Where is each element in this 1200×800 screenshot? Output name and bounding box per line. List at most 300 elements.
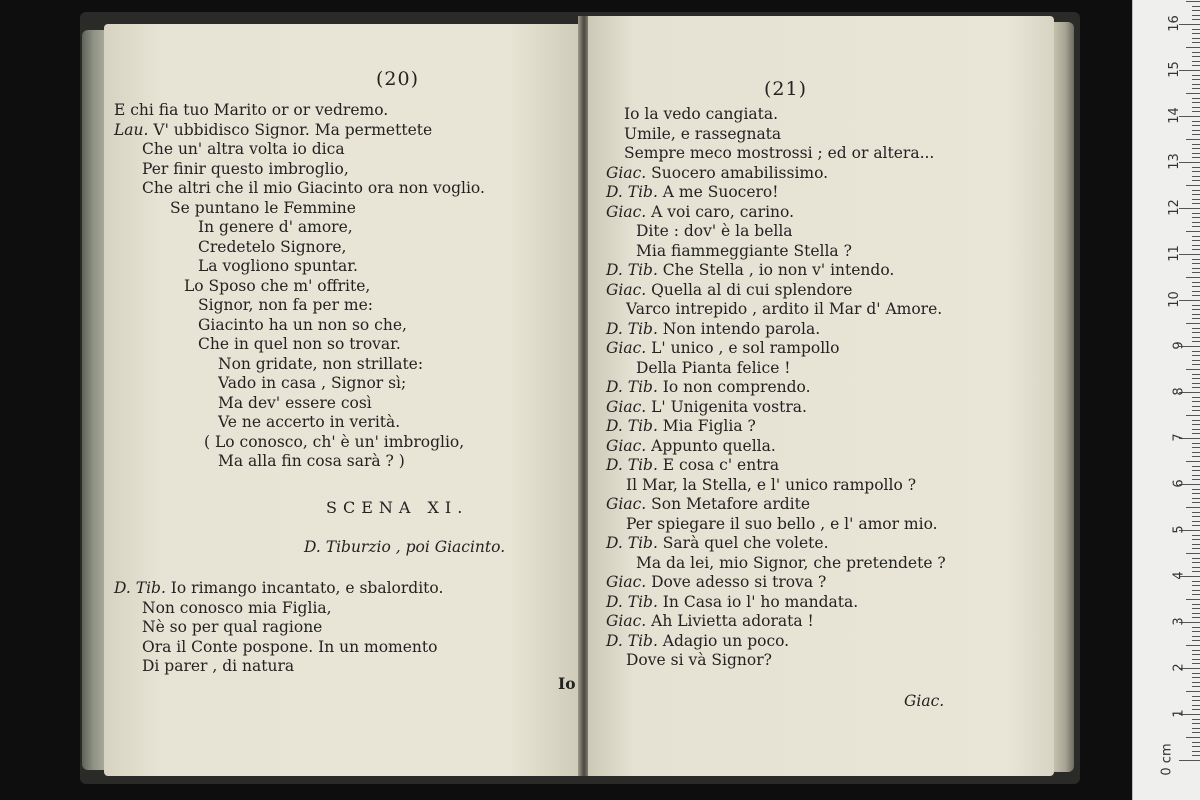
ruler-tick [1192, 153, 1200, 154]
ruler-number: 13 [1167, 153, 1183, 170]
text-line [606, 280, 852, 300]
ruler-number: 3 [1171, 617, 1187, 626]
ruler-tick [1192, 88, 1200, 89]
line-text: Che altri che il mio Giacinto ora non voglio. [142, 179, 485, 197]
line-text: Nè so per qual ragione [142, 618, 323, 636]
ruler-unit-label: 0 cm [1159, 743, 1175, 776]
line-text: Il Mar, la Stella, e l' unico rampollo ? [626, 475, 917, 494]
ruler-tick [1192, 663, 1200, 664]
ruler-tick [1186, 461, 1200, 462]
speaker-label: D. Tib. [606, 456, 658, 474]
text-line [198, 315, 407, 335]
ruler-tick [1192, 295, 1200, 296]
ruler-tick [1192, 341, 1200, 342]
ruler-tick [1192, 581, 1200, 582]
ruler-tick [1186, 645, 1200, 646]
ruler-tick [1192, 627, 1200, 628]
speaker-label: Giac. [606, 397, 647, 416]
speaker-label: D. Tib. [114, 579, 166, 597]
text-line [636, 553, 946, 573]
text-line [626, 650, 772, 670]
ruler-tick [1192, 355, 1200, 356]
ruler-tick [1192, 364, 1200, 365]
ruler-tick [1192, 332, 1200, 333]
ruler-tick [1192, 521, 1200, 522]
text-line [636, 241, 852, 261]
ruler-tick [1192, 709, 1200, 710]
text-line [606, 455, 779, 475]
ruler-tick [1192, 203, 1200, 204]
ruler-tick [1192, 493, 1200, 494]
line-text: E chi fia tuo Marito or or vedremo. [114, 101, 389, 119]
line-text: Dove si và Signor? [626, 651, 772, 669]
ruler-tick [1192, 194, 1200, 195]
ruler-tick [1192, 282, 1200, 283]
ruler-tick [1192, 429, 1200, 430]
text-line [606, 163, 828, 183]
line-text: Lo Sposo che m' offrite, [184, 276, 371, 295]
text-line [606, 494, 810, 514]
text-line [624, 124, 781, 144]
ruler-tick [1192, 157, 1200, 158]
ruler-tick [1186, 415, 1200, 416]
ruler-tick [1186, 599, 1200, 600]
left-page [104, 24, 580, 776]
ruler-tick [1192, 318, 1200, 319]
text-line [636, 221, 793, 241]
ruler-tick [1179, 300, 1200, 301]
line-text: ( Lo conosco, ch' è un' imbroglio, [204, 432, 465, 451]
text-line [606, 631, 789, 651]
ruler-tick [1192, 240, 1200, 241]
ruler-tick [1192, 378, 1200, 379]
ruler-tick [1192, 360, 1200, 361]
ruler-tick [1192, 654, 1200, 655]
text-line [142, 139, 345, 159]
speaker-label: D. Tib. [606, 417, 658, 435]
ruler-tick [1186, 1, 1200, 2]
ruler-tick [1192, 29, 1200, 30]
ruler-tick [1192, 272, 1200, 273]
ruler-tick [1192, 755, 1200, 756]
text-line [114, 120, 432, 140]
ruler-number: 15 [1167, 61, 1183, 78]
line-text: Appunto quella. [646, 436, 776, 455]
line-text: Ah Livietta adorata ! [646, 612, 814, 630]
text-line [606, 416, 756, 436]
ruler-tick [1192, 558, 1200, 559]
speaker-label: D. Tib. [606, 378, 658, 396]
ruler-tick [1192, 199, 1200, 200]
ruler-number: 5 [1171, 525, 1187, 534]
line-text: Son Metafore ardite [646, 495, 811, 513]
ruler-tick [1192, 544, 1200, 545]
ruler-tick [1192, 180, 1200, 181]
text-line [606, 182, 778, 202]
line-text: Ma alla fin cosa sarà ? ) [218, 452, 405, 470]
ruler-tick [1192, 696, 1200, 697]
line-text: Dite : dov' è la bella [636, 222, 793, 240]
line-text: Ma dev' essere così [218, 393, 372, 412]
ruler-tick [1192, 121, 1200, 122]
ruler-tick [1192, 525, 1200, 526]
text-line [606, 611, 814, 631]
line-text: A me Suocero! [657, 183, 779, 201]
ruler-number: 7 [1171, 433, 1187, 442]
ruler-number: 9 [1171, 341, 1187, 350]
ruler-tick [1192, 144, 1200, 145]
speaker-label: D. Tib. [606, 261, 658, 279]
ruler-number: 16 [1167, 15, 1183, 32]
speaker-label: D. Tib. [606, 183, 658, 201]
ruler-tick [1192, 613, 1200, 614]
ruler-tick [1192, 328, 1200, 329]
line-text: Io rimango incantato, e sbalordito. [165, 579, 444, 597]
ruler-tick [1192, 268, 1200, 269]
book-edge-right [1052, 22, 1074, 772]
ruler-tick [1192, 397, 1200, 398]
text-line [606, 338, 839, 358]
ruler-tick [1192, 259, 1200, 260]
line-text: Di parer , di natura [142, 657, 295, 675]
catchword-right: Giac. [904, 692, 945, 710]
ruler-tick [1192, 512, 1200, 513]
ruler-tick [1186, 277, 1200, 278]
ruler-tick [1186, 507, 1200, 508]
line-text: Io la vedo cangiata. [624, 105, 779, 123]
ruler-number: 12 [1167, 199, 1183, 216]
ruler-tick [1192, 10, 1200, 11]
ruler-tick [1179, 70, 1200, 71]
text-line [606, 202, 794, 222]
line-text: Dove adesso si trova ? [646, 573, 827, 591]
ruler-tick [1179, 116, 1200, 117]
ruler-tick [1192, 107, 1200, 108]
ruler-tick [1192, 84, 1200, 85]
page-number-left: (20) [376, 68, 420, 90]
measuring-ruler [1132, 0, 1200, 800]
ruler-tick [1192, 594, 1200, 595]
ruler-tick [1192, 226, 1200, 227]
text-line [198, 256, 358, 276]
ruler-tick [1192, 604, 1200, 605]
text-line [142, 598, 332, 618]
ruler-tick [1192, 659, 1200, 660]
ruler-tick [1192, 130, 1200, 131]
speaker-label: Giac. [606, 163, 647, 182]
ruler-tick [1192, 134, 1200, 135]
ruler-tick [1192, 15, 1200, 16]
ruler-tick [1192, 548, 1200, 549]
text-line [114, 100, 388, 120]
ruler-number: 11 [1167, 245, 1183, 262]
ruler-tick [1192, 61, 1200, 62]
ruler-tick [1192, 98, 1200, 99]
text-line [626, 514, 938, 534]
ruler-tick [1192, 38, 1200, 39]
ruler-tick [1192, 190, 1200, 191]
line-text: Non intendo parola. [657, 319, 821, 338]
ruler-tick [1192, 309, 1200, 310]
ruler-tick [1192, 608, 1200, 609]
ruler-tick [1192, 249, 1200, 250]
ruler-tick [1186, 231, 1200, 232]
ruler-tick [1192, 217, 1200, 218]
line-text: Adagio un poco. [657, 631, 790, 650]
ruler-tick [1192, 410, 1200, 411]
text-line [606, 377, 811, 397]
ruler-tick [1192, 245, 1200, 246]
ruler-tick [1192, 401, 1200, 402]
ruler-tick [1192, 535, 1200, 536]
text-line [218, 393, 372, 413]
ruler-tick [1192, 222, 1200, 223]
line-text: Che un' altra volta io dica [142, 140, 345, 158]
line-text: Per spiegare il suo bello , e l' amor mio. [626, 514, 938, 533]
ruler-tick [1192, 590, 1200, 591]
ruler-tick [1192, 705, 1200, 706]
text-line [636, 358, 791, 378]
ruler-tick [1186, 185, 1200, 186]
line-text: In Casa io l' ho mandata. [657, 592, 859, 611]
text-line [142, 178, 485, 198]
ruler-tick [1192, 562, 1200, 563]
ruler-tick [1192, 52, 1200, 53]
ruler-tick [1192, 498, 1200, 499]
ruler-tick [1192, 700, 1200, 701]
line-text: Se puntano le Femmine [170, 198, 356, 217]
ruler-tick [1192, 746, 1200, 747]
line-text: Non gridate, non strillate: [218, 354, 424, 373]
line-text: Umile, e rassegnata [624, 124, 782, 143]
line-text: Credetelo Signore, [198, 237, 347, 256]
ruler-tick [1192, 447, 1200, 448]
line-text: V' ubbidisco Signor. Ma permettete [148, 120, 433, 139]
ruler-tick [1192, 682, 1200, 683]
ruler-tick [1192, 723, 1200, 724]
ruler-tick [1192, 420, 1200, 421]
line-text: Che in quel non so trovar. [198, 335, 401, 353]
ruler-tick [1192, 452, 1200, 453]
ruler-tick [1192, 470, 1200, 471]
ruler-tick [1186, 737, 1200, 738]
ruler-tick [1192, 176, 1200, 177]
ruler-tick [1192, 79, 1200, 80]
ruler-tick [1192, 502, 1200, 503]
line-text: Sempre meco mostrossi ; ed or altera... [624, 144, 935, 162]
ruler-tick [1192, 19, 1200, 20]
line-text: Sarà quel che volete. [657, 534, 829, 552]
ruler-tick [1192, 406, 1200, 407]
ruler-tick [1192, 456, 1200, 457]
ruler-tick [1192, 677, 1200, 678]
ruler-tick [1192, 443, 1200, 444]
line-text: Suocero amabilissimo. [646, 163, 829, 182]
line-text: Ora il Conte pospone. In un momento [142, 637, 438, 656]
ruler-tick [1192, 6, 1200, 7]
text-line [606, 592, 858, 612]
ruler-tick [1186, 47, 1200, 48]
ruler-tick [1192, 65, 1200, 66]
line-text: Vado in casa , Signor sì; [218, 374, 407, 392]
text-line [142, 637, 437, 657]
ruler-tick [1186, 369, 1200, 370]
ruler-tick [1192, 475, 1200, 476]
ruler-tick [1192, 75, 1200, 76]
line-text: Ma da lei, mio Signor, che pretendete ? [636, 553, 946, 572]
ruler-tick [1186, 691, 1200, 692]
speaker-label: Lau. [114, 120, 149, 139]
ruler-tick [1192, 424, 1200, 425]
line-text: Varco intrepido , ardito il Mar d' Amore. [626, 300, 943, 318]
ruler-tick [1192, 640, 1200, 641]
ruler-tick [1192, 42, 1200, 43]
text-line [142, 159, 349, 179]
line-text: Io non comprendo. [657, 378, 811, 396]
scene-persons: D. Tiburzio , poi Giacinto. [304, 538, 506, 556]
ruler-tick [1192, 539, 1200, 540]
ruler-tick [1192, 111, 1200, 112]
ruler-tick [1186, 93, 1200, 94]
line-text: Non conosco mia Figlia, [142, 598, 332, 617]
text-line [626, 299, 942, 319]
ruler-number: 2 [1171, 663, 1187, 672]
ruler-number: 4 [1171, 571, 1187, 580]
ruler-number: 8 [1171, 387, 1187, 396]
ruler-tick [1179, 760, 1200, 761]
speaker-label: Giac. [606, 573, 647, 591]
line-text: L' unico , e sol rampollo [646, 339, 840, 357]
text-line [142, 656, 294, 676]
ruler-tick [1192, 631, 1200, 632]
line-text: Quella al di cui splendore [646, 280, 853, 299]
ruler-tick [1192, 585, 1200, 586]
ruler-tick [1192, 466, 1200, 467]
speaker-label: Giac. [606, 436, 647, 455]
text-line [198, 295, 373, 315]
line-text: Mia fiammeggiante Stella ? [636, 241, 852, 260]
ruler-tick [1192, 567, 1200, 568]
line-text: A voi caro, carino. [646, 202, 794, 221]
ruler-tick [1192, 571, 1200, 572]
speaker-label: Giac. [606, 202, 647, 221]
ruler-tick [1192, 125, 1200, 126]
ruler-number: 6 [1171, 479, 1187, 488]
text-line [606, 436, 776, 456]
speaker-label: D. Tib. [606, 631, 658, 650]
ruler-tick [1192, 236, 1200, 237]
ruler-tick [1192, 516, 1200, 517]
text-line [624, 143, 934, 163]
ruler-tick [1192, 351, 1200, 352]
line-text: E cosa c' entra [657, 456, 780, 474]
ruler-tick [1192, 167, 1200, 168]
ruler-tick [1192, 433, 1200, 434]
speaker-label: D. Tib. [606, 534, 658, 552]
speaker-label: Giac. [606, 612, 647, 630]
ruler-tick [1192, 148, 1200, 149]
line-text: In genere d' amore, [198, 218, 353, 236]
text-line [184, 276, 370, 296]
text-line [142, 617, 322, 637]
line-text: Signor, non fa per me: [198, 296, 374, 314]
ruler-tick [1192, 387, 1200, 388]
line-text: Mia Figlia ? [657, 417, 756, 435]
speaker-label: Giac. [606, 495, 647, 513]
text-line [606, 319, 820, 339]
text-line [626, 475, 916, 495]
ruler-tick [1179, 254, 1200, 255]
speaker-label: Giac. [606, 280, 647, 299]
line-text: Per finir questo imbroglio, [142, 159, 349, 178]
ruler-tick [1179, 24, 1200, 25]
line-text: Che Stella , io non v' intendo. [657, 261, 895, 279]
ruler-tick [1186, 323, 1200, 324]
ruler-tick [1179, 162, 1200, 163]
ruler-tick [1192, 636, 1200, 637]
text-line [218, 412, 400, 432]
ruler-tick [1192, 686, 1200, 687]
ruler-tick [1192, 742, 1200, 743]
speaker-label: D. Tib. [606, 319, 658, 338]
text-line [198, 334, 401, 354]
right-page [588, 16, 1054, 776]
ruler-tick [1192, 213, 1200, 214]
text-line [606, 572, 826, 592]
ruler-number: 10 [1167, 291, 1183, 308]
ruler-number: 1 [1171, 709, 1187, 718]
ruler-tick [1179, 208, 1200, 209]
ruler-tick [1186, 139, 1200, 140]
ruler-tick [1192, 314, 1200, 315]
text-line [606, 397, 807, 417]
text-line [218, 373, 406, 393]
ruler-number: 14 [1167, 107, 1183, 124]
text-line [198, 237, 346, 257]
text-line [606, 533, 829, 553]
ruler-tick [1192, 263, 1200, 264]
ruler-tick [1192, 305, 1200, 306]
text-line [624, 104, 778, 124]
ruler-tick [1192, 374, 1200, 375]
line-text: La vogliono spuntar. [198, 257, 358, 275]
ruler-tick [1192, 719, 1200, 720]
speaker-label: Giac. [606, 339, 647, 357]
line-text: Della Pianta felice ! [636, 358, 791, 377]
ruler-tick [1192, 617, 1200, 618]
line-text: Ve ne accerto in verità. [218, 413, 401, 431]
ruler-tick [1192, 286, 1200, 287]
line-text: Giacinto ha un non so che, [198, 315, 407, 334]
line-text: L' Unigenita vostra. [646, 397, 807, 416]
text-line [606, 260, 894, 280]
ruler-tick [1192, 732, 1200, 733]
text-line [114, 578, 443, 598]
ruler-tick [1192, 33, 1200, 34]
ruler-tick [1192, 728, 1200, 729]
ruler-tick [1192, 479, 1200, 480]
ruler-tick [1192, 650, 1200, 651]
ruler-tick [1192, 337, 1200, 338]
ruler-tick [1192, 489, 1200, 490]
text-line [198, 217, 353, 237]
ruler-tick [1186, 553, 1200, 554]
ruler-tick [1192, 291, 1200, 292]
ruler-tick [1192, 56, 1200, 57]
ruler-tick [1192, 751, 1200, 752]
ruler-tick [1192, 102, 1200, 103]
text-line [204, 432, 464, 452]
